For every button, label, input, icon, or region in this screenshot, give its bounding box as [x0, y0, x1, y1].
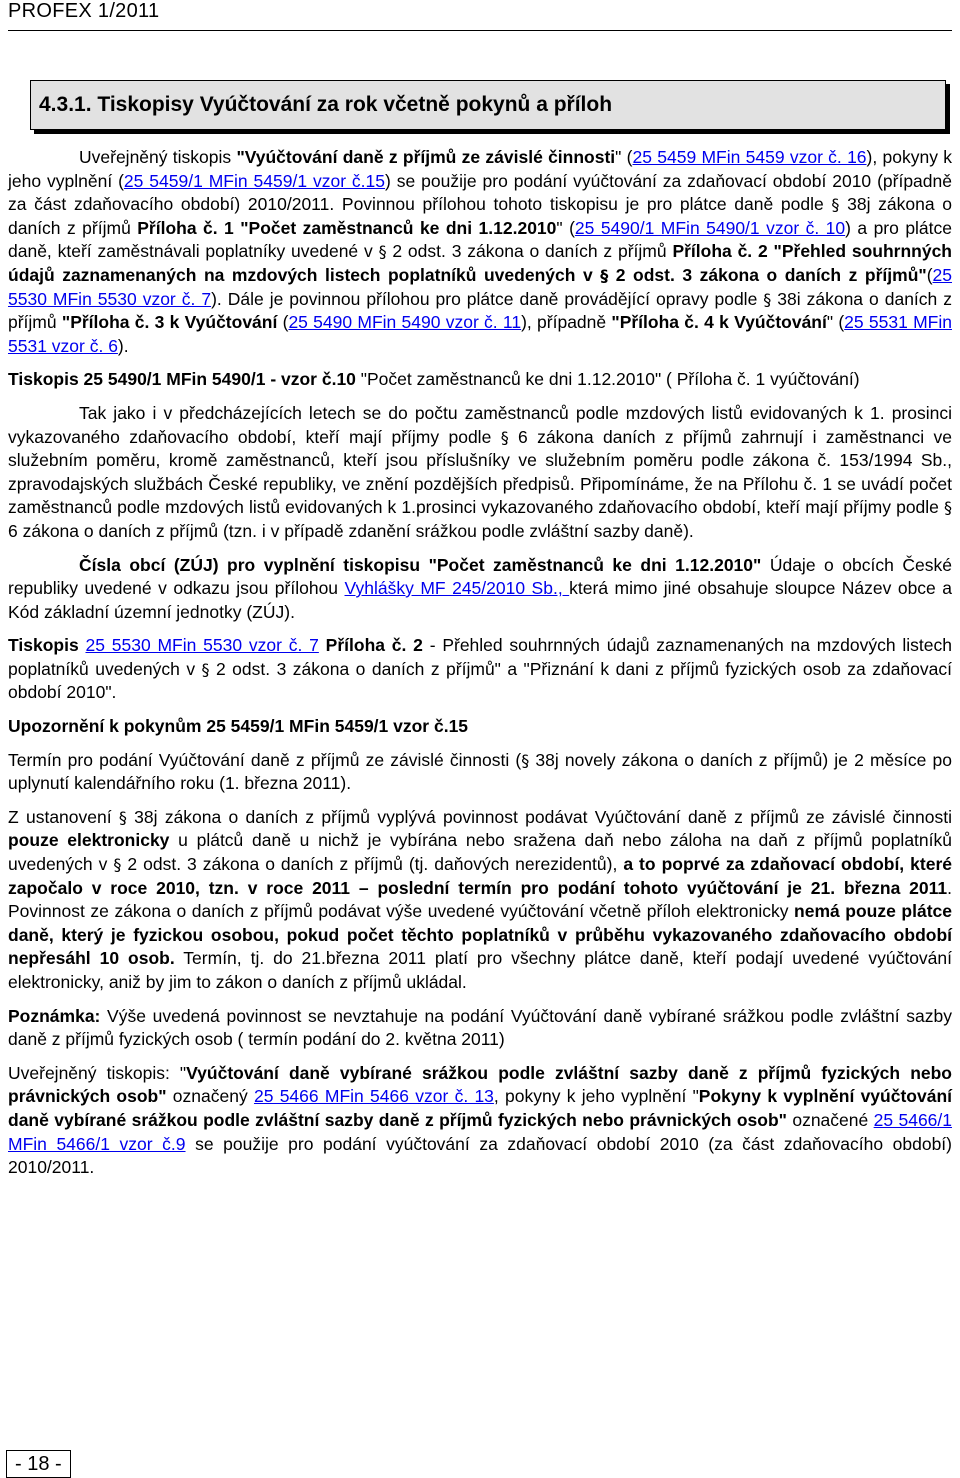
doc-link[interactable]: 25 5490/1 MFin 5490/1 vzor č. 10	[574, 217, 846, 238]
doc-link[interactable]: 25 5490 MFin 5490 vzor č. 11	[288, 312, 522, 333]
doc-link[interactable]: 25 5466/1 MFin 5466/1 vzor č.9	[8, 1109, 952, 1154]
paragraph: Uveřejněný tiskopis "Vyúčtování daně z příjmů ze závislé činnosti" (25 5459 MFin 5459 vzor č. 16), pokyny k jeho vyplnění (25 5459/1 MFin 5459/1 vzor č.15) se použije pro podání vyúčtování za zdaňovací období 2010 (případně za část zdaňovacího období) 2010/2011. Povinnou přílohou tohoto tiskopisu je pro plátce daně podle § 38j zákona o daních z příjmů Příloha č. 1 "Počet zaměstnanců ke dni 1.12.2010" (25 5490/1 MFin 5490/1 vzor č. 10) a pro plátce daně, kteří zaměstnávali poplatníky uvedené v § 2 odst. 3 zákona o daních z příjmů Příloha č. 2 "Přehled souhrnných údajů zaznamenaných na mzdových listech poplatníků uvedených v § 2 odst. 3 zákona o daních z příjmů"(25 5530 MFin 5530 vzor č. 7). Dále je povinnou přílohou pro plátce daně provádějící opravy podle § 38i zákona o daních z příjmů "Příloha č. 3 k Vyúčtování (25 5490 MFin 5490 vzor č. 11), případně "Příloha č. 4 k Vyúčtování" (25 5531 MFin 5531 vzor č. 6).	[8, 147, 953, 356]
doc-link[interactable]: Vyhlášky MF 245/2010 Sb.,	[344, 578, 570, 599]
paragraph: Termín pro podání Vyúčtování daně z příjmů ze závislé činnosti (§ 38j novely zákona o daních z příjmů) je 2 měsíce po uplynutí kalendářního roku (1. března 2011).	[8, 749, 952, 794]
paragraph: Tiskopis 25 5490/1 MFin 5490/1 - vzor č.10 "Počet zaměstnanců ke dni 1.12.2010" ( Příloha č. 1 vyúčtování)	[8, 369, 860, 390]
paragraph: Upozornění k pokynům 25 5459/1 MFin 5459/1 vzor č.15	[8, 716, 469, 737]
running-header: PROFEX 1/2011	[8, 0, 160, 22]
section-title: 4.3.1. Tiskopisy Vyúčtování za rok včetně pokynů a příloh	[39, 93, 613, 116]
article-body	[8, 146, 952, 1180]
section-heading-box	[30, 80, 946, 130]
doc-link[interactable]: 25 5466 MFin 5466 vzor č. 13	[253, 1086, 494, 1107]
doc-link[interactable]: 25 5530 MFin 5530 vzor č. 7	[85, 635, 319, 656]
paragraph: Tak jako i v předcházejících letech se do počtu zaměstnanců podle mzdových listů evidovaných k 1. prosinci vykazovaného zdaňovacího období, kteří mají příjmy podle § 6 zákona daních z příjmů zahrnují i zaměstnanci ve služebním poměru, kromě zaměstnanců, kteří jsou příslušníky ve služebním poměru podle zákona č. 153/1994 Sb., zpravodajských službách České republiky, ve znění pozdějších předpisů. Připomínáme, že na Přílohu č. 1 se uvádí počet zaměstnanců podle mzdových listů evidovaných k 1.prosinci vykazovaného zdaňovacího období, kteří mají příjmy podle § 6 zákona o daních z příjmů (tzn. i v případě zdanění srážkou podle zvláštní sazby daně).	[8, 402, 952, 541]
doc-link[interactable]: 25 5459 MFin 5459 vzor č. 16	[632, 147, 867, 167]
doc-link[interactable]: 25 5459/1 MFin 5459/1 vzor č.15	[123, 170, 386, 191]
header-rule	[8, 30, 952, 31]
page-number: - 18 -	[6, 1450, 71, 1478]
paragraph: Čísla obcí (ZÚJ) pro vyplnění tiskopisu "Počet zaměstnanců ke dni 1.12.2010" Údaje o obcích České republiky uvedené v odkazu jsou přílohou Vyhlášky MF 245/2010 Sb., která mimo jiné obsahuje sloupce Název obce a Kód základní územní jednotky (ZÚJ).	[8, 554, 952, 622]
doc-link[interactable]: 25 5531 MFin 5531 vzor č. 6	[8, 312, 952, 356]
paragraph: Z ustanovení § 38j zákona o daních z příjmů vyplývá povinnost podávat Vyúčtování daně z příjmů ze závislé činnosti pouze elektronicky u plátců daně u nichž je vybírána nebo sražena daň nebo záloha na daň z příjmů poplatníků uvedených v § 2 odst. 3 zákona o daních z příjmů (tj. daňových nerezidentů), a to poprvé za zdaňovací období, které započalo v roce 2010, tzn. v roce 2011 – poslední termín pro podání tohoto vyúčtování je 21. března 2011. Povinnost ze zákona o daních z příjmů podávat výše uvedené vyúčtování včetně příloh elektronicky nemá pouze plátce daně, který je fyzickou osobou, pokud počet těchto poplatníků v průběhu vykazovaného zdaňovacího období nepřesáhl 10 osob. Termín, tj. do 21.března 2011 platí pro všechny plátce daně, kteří podají uvedené vyúčtování elektronicky, aniž by jim to zákon o daních z příjmů ukládal.	[8, 806, 952, 992]
doc-link[interactable]: 25 5530 MFin 5530 vzor č. 7	[8, 264, 952, 309]
paragraph: Poznámka: Výše uvedená povinnost se nevztahuje na podání Vyúčtování daně vybírané srážkou podle zvláštní sazby daně z příjmů fyzických osob ( termín podání do 2. května 2011)	[8, 1005, 952, 1050]
paragraph: Uveřejněný tiskopis: "Vyúčtování daně vybírané srážkou podle zvláštní sazby daně z příjmů fyzických nebo právnických osob" označený 25 5466 MFin 5466 vzor č. 13, pokyny k jeho vyplnění "Pokyny k vyplnění vyúčtování daně vybírané srážkou podle zvláštní sazby daně z příjmů fyzických nebo právnických osob" označené 25 5466/1 MFin 5466/1 vzor č.9 se použije pro podání vyúčtování za zdaňovací období 2010 (za část zdaňovacího období) 2010/2011.	[8, 1062, 952, 1178]
paragraph: Tiskopis 25 5530 MFin 5530 vzor č. 7 Příloha č. 2 - Přehled souhrnných údajů zaznamenaných na mzdových listech poplatníků uvedených v § 2 odst. 3 zákona o daních z příjmů" a "Přiznání k dani z příjmů fyzických osob za zdaňovací období 2010".	[8, 635, 952, 703]
